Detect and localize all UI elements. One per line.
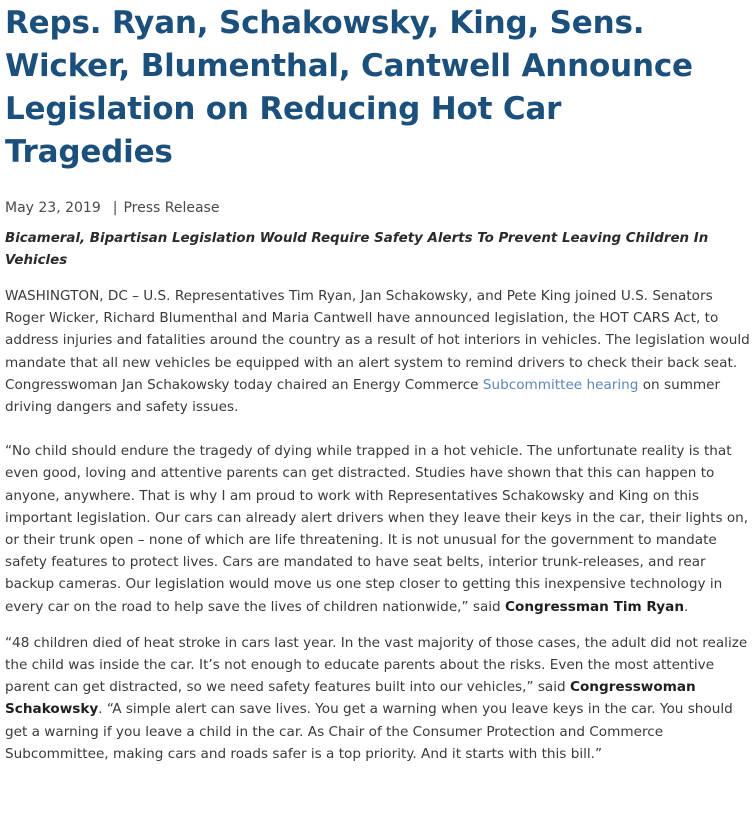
article-meta [5, 198, 750, 218]
publish-date: May 23, 2019 [5, 200, 101, 216]
speaker-name: Congressman Tim Ryan [505, 598, 684, 615]
schakowsky-quote-text: “48 children died of heat stroke in cars last year. In the vast majority of those cases, the adult did not realize the child was inside the car. It’s not enough to educate parents about the risks. Even the most attentive parent can get distracted, so we need safety features built into our vehicles,” said [5, 634, 748, 696]
title-line: Legislation on Reducing Hot Car [5, 91, 562, 127]
intro-text-end: on summer driving dangers and safety issues. [5, 376, 721, 416]
article-category: Press Release [123, 200, 220, 216]
ryan-quote-end: . [684, 598, 689, 615]
title-line: Reps. Ryan, Schakowsky, King, Sens. [5, 5, 645, 41]
article-subtitle: Bicameral, Bipartisan Legislation Would Require Safety Alerts To Prevent Leaving Children In Vehicles [5, 231, 709, 268]
meta-separator: | [112, 200, 118, 216]
body-paragraph-intro [5, 285, 750, 418]
ryan-quote-text: “No child should endure the tragedy of dying while trapped in a hot vehicle. The unfortunate reality is that even good, loving and attentive parents can get distracted. Studies have shown that this can happen to anyone, anywhere. That is why I am proud to work with Representatives Schakowsky and King on this important legislation. Our cars can already alert drivers when they leave their keys in the car, their lights on, or their trunk open – none of which are life threatening. It is not unusual for the government to mandate safety features to protect lives. Cars are mandated to have seat belts, interior trunk-releases, and rear backup cameras. Our legislation would move us one step closer to getting this inexpensive technology in every car on the road to help save the lives of children nationwide,” said [5, 443, 749, 615]
title-line: Wicker, Blumenthal, Cantwell Announce [5, 48, 693, 84]
body-paragraph-ryan-quote [5, 440, 750, 618]
intro-text: WASHINGTON, DC – U.S. Representatives Tim Ryan, Jan Schakowsky, and Pete King joined U.S. Senators Roger Wicker, Richard Blumenthal and Maria Cantwell have announced legislation, the HOT CARS Act, to address injuries and fatalities around the country as a result of hot interiors in vehicles. The legislation would mandate that all new vehicles be equipped with an alert system to remind drivers to check their back seat. Congresswoman Jan Schakowsky today chaired an Energy Commerce [5, 288, 750, 393]
subcommittee-hearing-link[interactable]: Subcommittee hearing [482, 376, 639, 393]
title-line: Tragedies [5, 134, 173, 170]
article-title [5, 0, 750, 174]
schakowsky-quote-text-2: . “A simple alert can save lives. You get a warning when you leave keys in the car. You should get a warning if you leave a child in the car. As Chair of the Consumer Protection and Commerce Subcommittee, making cars and roads safer is a top priority. And it starts with this bill.” [5, 701, 733, 762]
press-release-article [5, 0, 750, 765]
speaker-name: Congresswoman Schakowsky [5, 679, 696, 718]
body-paragraph-schakowsky-quote [5, 632, 750, 765]
